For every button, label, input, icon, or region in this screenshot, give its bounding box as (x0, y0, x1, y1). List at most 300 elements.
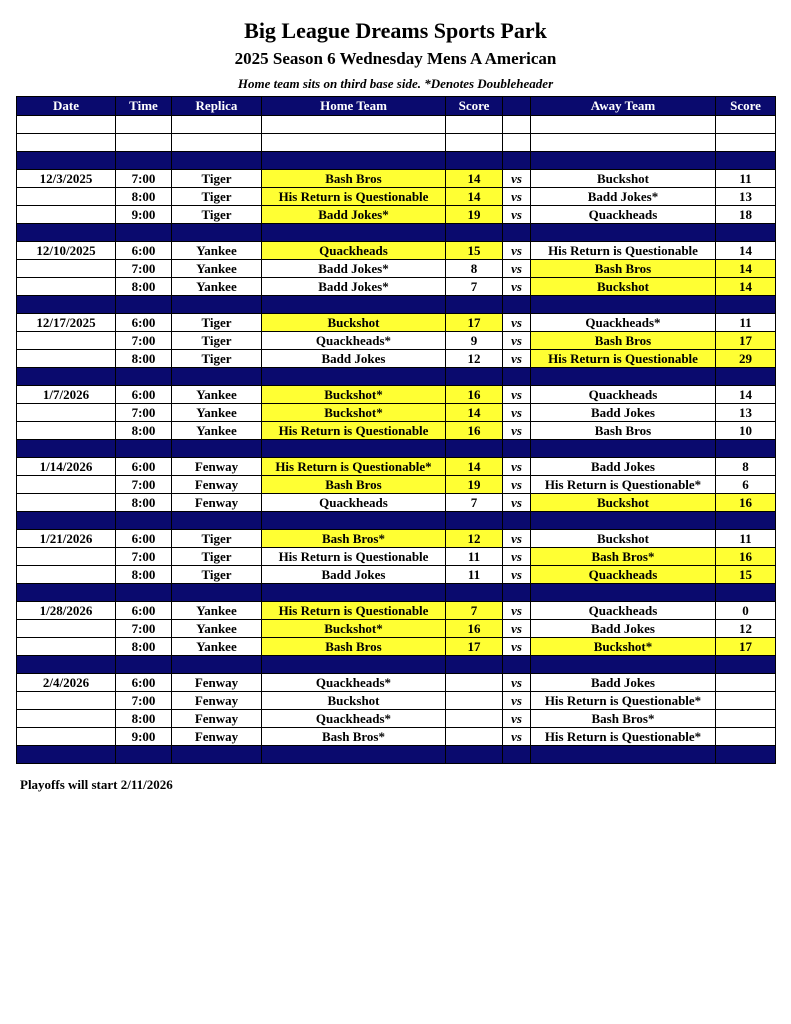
game-row (17, 422, 776, 440)
away-team-cell: Buckshot* (531, 638, 716, 656)
separator-cell (716, 296, 776, 314)
time-cell: 8:00 (116, 422, 172, 440)
separator-cell (262, 296, 446, 314)
home-team-cell: Quackheads* (262, 674, 446, 692)
separator-cell (172, 512, 262, 530)
home-score-cell (446, 674, 503, 692)
away-team-cell: Buckshot (531, 278, 716, 296)
game-row (17, 278, 776, 296)
time-cell: 6:00 (116, 386, 172, 404)
away-score-cell: 17 (716, 332, 776, 350)
separator-cell (17, 584, 116, 602)
separator-cell (172, 440, 262, 458)
date-cell: 12/10/2025 (17, 242, 116, 260)
field-cell: Yankee (172, 242, 262, 260)
home-team-cell: Bash Bros (262, 170, 446, 188)
away-team-cell: Badd Jokes (531, 620, 716, 638)
home-team-cell: Quackheads* (262, 332, 446, 350)
time-cell: 8:00 (116, 638, 172, 656)
away-score-cell: 8 (716, 458, 776, 476)
col-header-home-team: Home Team (262, 97, 446, 116)
field-cell: Tiger (172, 566, 262, 584)
date-cell (17, 404, 116, 422)
col-header-away-score: Score (716, 97, 776, 116)
game-row (17, 728, 776, 746)
date-cell (17, 494, 116, 512)
home-team-cell: Quackheads (262, 494, 446, 512)
separator-cell (116, 152, 172, 170)
field-cell: Fenway (172, 674, 262, 692)
separator-cell (17, 440, 116, 458)
game-row (17, 674, 776, 692)
field-cell: Yankee (172, 404, 262, 422)
away-score-cell: 29 (716, 350, 776, 368)
separator-cell (262, 224, 446, 242)
separator-cell (531, 152, 716, 170)
separator-cell (116, 296, 172, 314)
separator-cell (172, 296, 262, 314)
separator-cell (17, 152, 116, 170)
game-row (17, 638, 776, 656)
home-score-cell: 17 (446, 314, 503, 332)
separator-cell (172, 656, 262, 674)
game-row (17, 242, 776, 260)
time-cell: 7:00 (116, 620, 172, 638)
separator-cell (446, 512, 503, 530)
separator-cell (503, 584, 531, 602)
away-team-cell: Badd Jokes (531, 404, 716, 422)
separator-cell (17, 368, 116, 386)
game-row (17, 260, 776, 278)
date-cell (17, 260, 116, 278)
home-score-cell: 12 (446, 350, 503, 368)
away-team-cell: Bash Bros* (531, 548, 716, 566)
home-score-cell (446, 692, 503, 710)
field-cell: Fenway (172, 728, 262, 746)
col-header-time: Time (116, 97, 172, 116)
week-separator-row (17, 440, 776, 458)
game-row (17, 332, 776, 350)
separator-cell (531, 224, 716, 242)
away-team-cell: Quackheads (531, 206, 716, 224)
game-row (17, 170, 776, 188)
time-cell: 6:00 (116, 674, 172, 692)
separator-cell (116, 224, 172, 242)
separator-cell (446, 368, 503, 386)
vs-cell: vs (503, 548, 531, 566)
away-score-cell: 13 (716, 188, 776, 206)
away-score-cell: 11 (716, 530, 776, 548)
away-team-cell: Bash Bros (531, 332, 716, 350)
field-cell: Yankee (172, 386, 262, 404)
time-cell: 7:00 (116, 476, 172, 494)
home-score-cell: 11 (446, 548, 503, 566)
away-score-cell (716, 728, 776, 746)
date-cell (17, 476, 116, 494)
away-score-cell: 6 (716, 476, 776, 494)
date-cell (17, 692, 116, 710)
away-team-cell: Quackheads (531, 386, 716, 404)
week-separator-row (17, 512, 776, 530)
field-cell: Tiger (172, 206, 262, 224)
away-team-cell: His Return is Questionable (531, 350, 716, 368)
date-cell: 1/21/2026 (17, 530, 116, 548)
separator-cell (116, 368, 172, 386)
date-cell: 2/4/2026 (17, 674, 116, 692)
separator-cell (446, 440, 503, 458)
field-cell: Tiger (172, 314, 262, 332)
home-score-cell: 7 (446, 494, 503, 512)
game-row (17, 620, 776, 638)
separator-cell (17, 746, 116, 764)
home-score-cell: 16 (446, 620, 503, 638)
away-score-cell: 14 (716, 386, 776, 404)
date-cell (17, 620, 116, 638)
col-header-date: Date (17, 97, 116, 116)
separator-cell (716, 152, 776, 170)
col-header-replica: Replica (172, 97, 262, 116)
header-note: Home team sits on third base side. *Denotes Doubleheader (237, 76, 554, 91)
page-subtitle: 2025 Season 6 Wednesday Mens A American (234, 49, 557, 68)
vs-cell: vs (503, 566, 531, 584)
separator-cell (116, 584, 172, 602)
home-team-cell: Quackheads* (262, 710, 446, 728)
vs-cell: vs (503, 602, 531, 620)
away-score-cell: 11 (716, 314, 776, 332)
away-score-cell: 14 (716, 278, 776, 296)
game-row (17, 404, 776, 422)
vs-cell: vs (503, 404, 531, 422)
field-cell: Fenway (172, 710, 262, 728)
separator-cell (446, 152, 503, 170)
vs-cell: vs (503, 314, 531, 332)
away-team-cell: Quackheads* (531, 314, 716, 332)
home-score-cell: 16 (446, 422, 503, 440)
separator-cell (503, 440, 531, 458)
time-cell: 8:00 (116, 494, 172, 512)
field-cell: Fenway (172, 476, 262, 494)
away-team-cell: Buckshot (531, 170, 716, 188)
away-score-cell (716, 692, 776, 710)
separator-cell (446, 656, 503, 674)
time-cell: 7:00 (116, 260, 172, 278)
separator-cell (262, 512, 446, 530)
vs-cell: vs (503, 386, 531, 404)
date-cell (17, 350, 116, 368)
field-cell: Yankee (172, 422, 262, 440)
home-team-cell: Quackheads (262, 242, 446, 260)
away-team-cell: Badd Jokes* (531, 188, 716, 206)
separator-cell (17, 296, 116, 314)
date-cell: 12/3/2025 (17, 170, 116, 188)
home-team-cell: Bash Bros (262, 476, 446, 494)
home-team-cell: Bash Bros* (262, 728, 446, 746)
away-team-cell: Bash Bros (531, 260, 716, 278)
separator-cell (172, 584, 262, 602)
away-score-cell: 18 (716, 206, 776, 224)
separator-cell (262, 746, 446, 764)
game-row (17, 494, 776, 512)
separator-cell (716, 656, 776, 674)
away-score-cell (716, 674, 776, 692)
game-row (17, 350, 776, 368)
home-score-cell: 11 (446, 566, 503, 584)
game-row (17, 566, 776, 584)
separator-cell (503, 224, 531, 242)
date-cell (17, 710, 116, 728)
home-team-cell: His Return is Questionable (262, 548, 446, 566)
separator-cell (531, 656, 716, 674)
home-score-cell: 14 (446, 188, 503, 206)
date-cell: 1/7/2026 (17, 386, 116, 404)
home-score-cell (446, 710, 503, 728)
vs-cell: vs (503, 242, 531, 260)
home-team-cell: Buckshot (262, 314, 446, 332)
date-cell (17, 566, 116, 584)
home-score-cell: 19 (446, 476, 503, 494)
col-header-home-score: Score (446, 97, 503, 116)
away-score-cell: 12 (716, 620, 776, 638)
game-row (17, 476, 776, 494)
vs-cell: vs (503, 260, 531, 278)
date-cell: 1/14/2026 (17, 458, 116, 476)
separator-cell (503, 368, 531, 386)
home-score-cell: 12 (446, 530, 503, 548)
field-cell: Tiger (172, 548, 262, 566)
week-separator-row (17, 746, 776, 764)
vs-cell: vs (503, 692, 531, 710)
vs-cell: vs (503, 350, 531, 368)
separator-cell (116, 746, 172, 764)
game-row (17, 692, 776, 710)
time-cell: 6:00 (116, 458, 172, 476)
date-cell (17, 728, 116, 746)
away-score-cell: 14 (716, 242, 776, 260)
away-score-cell: 11 (716, 170, 776, 188)
home-score-cell (446, 728, 503, 746)
separator-cell (503, 512, 531, 530)
field-cell: Yankee (172, 602, 262, 620)
home-team-cell: His Return is Questionable* (262, 458, 446, 476)
separator-cell (531, 512, 716, 530)
home-score-cell: 7 (446, 278, 503, 296)
home-score-cell: 19 (446, 206, 503, 224)
time-cell: 7:00 (116, 332, 172, 350)
game-row (17, 710, 776, 728)
schedule-table (16, 96, 776, 764)
time-cell: 8:00 (116, 278, 172, 296)
blank-row (17, 134, 776, 152)
vs-cell: vs (503, 530, 531, 548)
game-row (17, 386, 776, 404)
separator-cell (262, 584, 446, 602)
col-header-vs (503, 97, 531, 116)
home-team-cell: Badd Jokes* (262, 260, 446, 278)
home-score-cell: 14 (446, 458, 503, 476)
field-cell: Fenway (172, 692, 262, 710)
separator-cell (503, 152, 531, 170)
vs-cell: vs (503, 458, 531, 476)
home-team-cell: Badd Jokes* (262, 206, 446, 224)
separator-cell (531, 584, 716, 602)
game-row (17, 188, 776, 206)
separator-cell (17, 512, 116, 530)
date-cell: 1/28/2026 (17, 602, 116, 620)
separator-cell (446, 224, 503, 242)
date-cell (17, 422, 116, 440)
away-team-cell: His Return is Questionable* (531, 692, 716, 710)
vs-cell: vs (503, 494, 531, 512)
game-row (17, 602, 776, 620)
week-separator-row (17, 152, 776, 170)
separator-cell (172, 152, 262, 170)
vs-cell: vs (503, 332, 531, 350)
field-cell: Fenway (172, 458, 262, 476)
time-cell: 6:00 (116, 602, 172, 620)
time-cell: 7:00 (116, 404, 172, 422)
field-cell: Tiger (172, 350, 262, 368)
separator-cell (17, 656, 116, 674)
week-separator-row (17, 656, 776, 674)
home-team-cell: Buckshot* (262, 404, 446, 422)
vs-cell: vs (503, 206, 531, 224)
away-score-cell: 0 (716, 602, 776, 620)
separator-cell (503, 296, 531, 314)
col-header-away-team: Away Team (531, 97, 716, 116)
vs-cell: vs (503, 674, 531, 692)
separator-cell (116, 512, 172, 530)
home-score-cell: 17 (446, 638, 503, 656)
field-cell: Tiger (172, 332, 262, 350)
separator-cell (716, 746, 776, 764)
time-cell: 6:00 (116, 242, 172, 260)
separator-cell (116, 656, 172, 674)
field-cell: Yankee (172, 260, 262, 278)
separator-cell (172, 224, 262, 242)
home-team-cell: Bash Bros (262, 638, 446, 656)
game-row (17, 530, 776, 548)
separator-cell (531, 746, 716, 764)
vs-cell: vs (503, 422, 531, 440)
date-cell (17, 206, 116, 224)
separator-cell (531, 440, 716, 458)
game-row (17, 458, 776, 476)
separator-cell (716, 512, 776, 530)
separator-cell (503, 656, 531, 674)
away-score-cell: 16 (716, 494, 776, 512)
week-separator-row (17, 584, 776, 602)
time-cell: 8:00 (116, 188, 172, 206)
away-score-cell: 14 (716, 260, 776, 278)
week-separator-row (17, 368, 776, 386)
time-cell: 9:00 (116, 728, 172, 746)
separator-cell (172, 746, 262, 764)
field-cell: Fenway (172, 494, 262, 512)
time-cell: 8:00 (116, 350, 172, 368)
field-cell: Tiger (172, 188, 262, 206)
separator-cell (446, 584, 503, 602)
time-cell: 6:00 (116, 314, 172, 332)
home-team-cell: Badd Jokes* (262, 278, 446, 296)
separator-cell (716, 584, 776, 602)
vs-cell: vs (503, 620, 531, 638)
away-team-cell: Quackheads (531, 566, 716, 584)
field-cell: Tiger (172, 530, 262, 548)
game-row (17, 206, 776, 224)
home-score-cell: 9 (446, 332, 503, 350)
home-team-cell: Buckshot* (262, 620, 446, 638)
game-row (17, 314, 776, 332)
home-team-cell: Badd Jokes (262, 566, 446, 584)
separator-cell (262, 656, 446, 674)
home-team-cell: His Return is Questionable (262, 602, 446, 620)
separator-cell (262, 440, 446, 458)
away-score-cell: 15 (716, 566, 776, 584)
away-team-cell: Buckshot (531, 494, 716, 512)
vs-cell: vs (503, 638, 531, 656)
time-cell: 9:00 (116, 206, 172, 224)
date-cell: 12/17/2025 (17, 314, 116, 332)
home-team-cell: Buckshot (262, 692, 446, 710)
separator-cell (531, 368, 716, 386)
week-separator-row (17, 296, 776, 314)
away-team-cell: Badd Jokes (531, 458, 716, 476)
home-score-cell: 7 (446, 602, 503, 620)
vs-cell: vs (503, 170, 531, 188)
separator-cell (531, 296, 716, 314)
page-title: Big League Dreams Sports Park (244, 18, 547, 43)
date-cell (17, 188, 116, 206)
away-team-cell: His Return is Questionable* (531, 728, 716, 746)
playoffs-note: Playoffs will start 2/11/2026 (20, 777, 173, 792)
separator-cell (262, 152, 446, 170)
field-cell: Yankee (172, 638, 262, 656)
week-separator-row (17, 224, 776, 242)
blank-row (17, 116, 776, 134)
schedule-body (17, 116, 776, 764)
away-score-cell: 16 (716, 548, 776, 566)
date-cell (17, 332, 116, 350)
home-team-cell: His Return is Questionable (262, 188, 446, 206)
away-team-cell: Badd Jokes (531, 674, 716, 692)
away-score-cell (716, 710, 776, 728)
vs-cell: vs (503, 476, 531, 494)
home-score-cell: 16 (446, 386, 503, 404)
separator-cell (116, 440, 172, 458)
separator-cell (716, 368, 776, 386)
date-cell (17, 278, 116, 296)
separator-cell (172, 368, 262, 386)
separator-cell (716, 224, 776, 242)
field-cell: Tiger (172, 170, 262, 188)
separator-cell (446, 746, 503, 764)
time-cell: 6:00 (116, 530, 172, 548)
time-cell: 8:00 (116, 710, 172, 728)
home-score-cell: 8 (446, 260, 503, 278)
separator-cell (503, 746, 531, 764)
separator-cell (446, 296, 503, 314)
time-cell: 8:00 (116, 566, 172, 584)
date-cell (17, 548, 116, 566)
field-cell: Yankee (172, 278, 262, 296)
away-team-cell: Bash Bros* (531, 710, 716, 728)
away-team-cell: His Return is Questionable* (531, 476, 716, 494)
home-score-cell: 14 (446, 170, 503, 188)
home-team-cell: Bash Bros* (262, 530, 446, 548)
separator-cell (17, 224, 116, 242)
home-score-cell: 14 (446, 404, 503, 422)
home-score-cell: 15 (446, 242, 503, 260)
